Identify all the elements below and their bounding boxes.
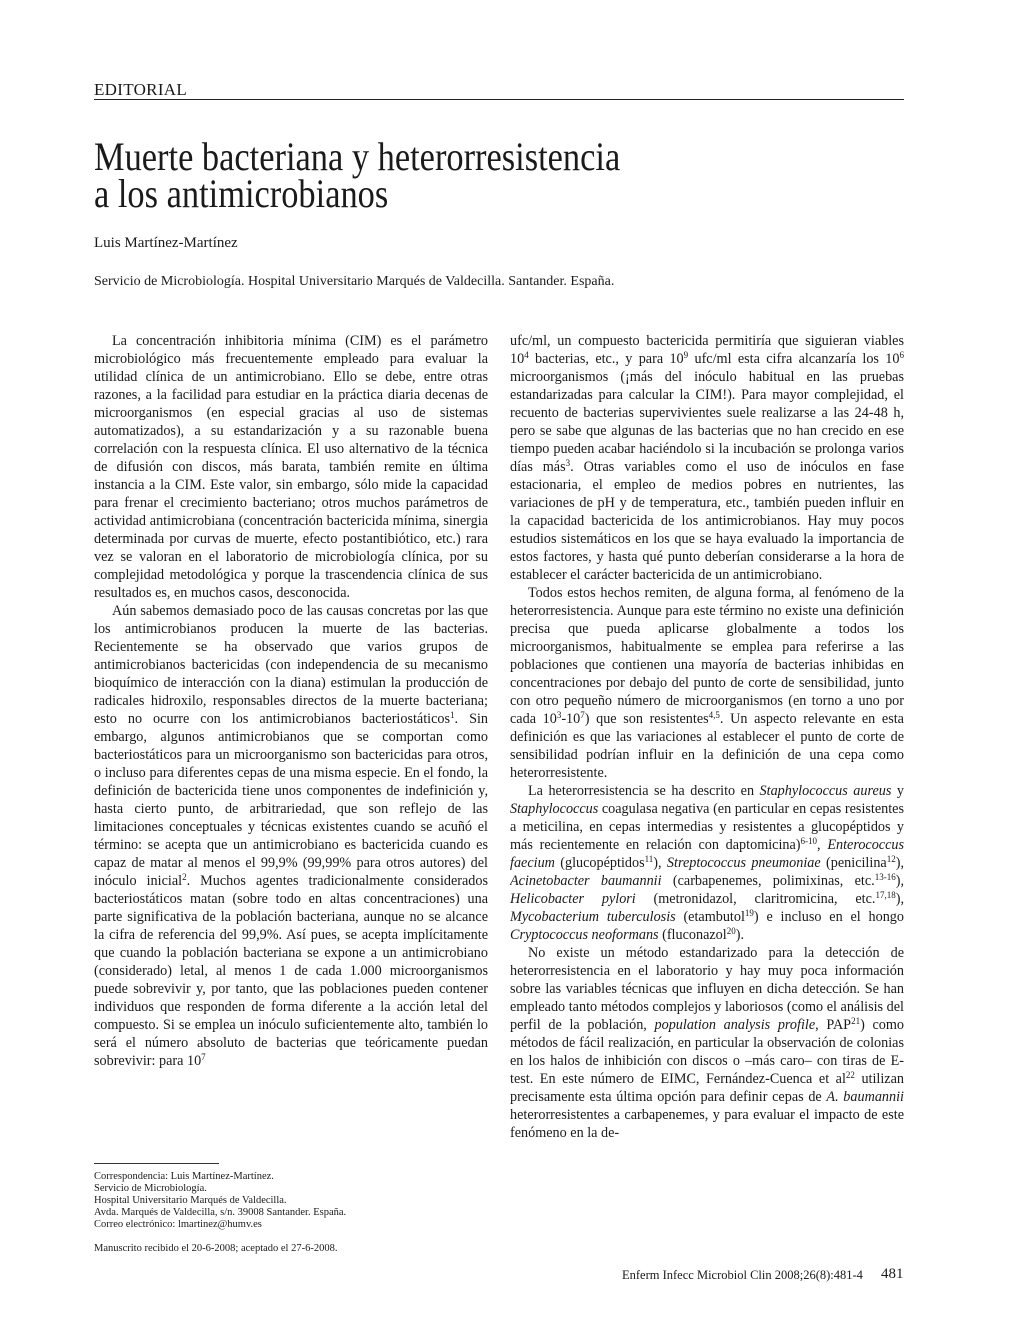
correspondence-footnote bbox=[94, 1171, 494, 1255]
reference-marker: 2 bbox=[182, 872, 187, 882]
article-title bbox=[94, 134, 696, 216]
species-name: Enterococcus faecium bbox=[510, 837, 904, 871]
journal-citation: Enferm Infecc Microbiol Clin 2008;26(8):481-4 bbox=[622, 1268, 863, 1282]
footnote-line: Correspondencia: Luis Martínez-Martínez. bbox=[94, 1171, 274, 1182]
reference-marker: 3 bbox=[565, 458, 571, 468]
paragraph-deteccion bbox=[510, 944, 904, 1142]
text-segment: Todos estos hechos remiten, de alguna forma, al fenómeno de la heterorresistencia. Aunque para este término no existe una definición precisa que pueda aplicarse globalmente a todos los microorganismos, habitualmente se emplea para referirse a las poblaciones que contienen una mayoría de bacterias inhibidas en concentraciones por debajo del punto de corte de sensibilidad, junto con otro pequeño número de microorganismos (en torno a uno por cada 10 bbox=[510, 585, 904, 727]
author-name: Luis Martínez-Martínez bbox=[94, 235, 238, 251]
text-segment: No existe un método estandarizado para la detección de heterorresistencia en el laboratorio y hay muy poca información sobre las variables técnicas que influyen en dicha detección. Se han empleado tanto métodos complejos y laboriosos (como el análisis del perfil de la población, bbox=[510, 945, 904, 1033]
paragraph-especies bbox=[510, 782, 904, 944]
paragraph-heterorresistencia bbox=[510, 584, 904, 782]
species-name: A. baumannii bbox=[826, 1089, 904, 1105]
species-name: Streptococcus pneumoniae bbox=[666, 855, 821, 871]
reference-marker: 4 bbox=[524, 350, 529, 360]
species-name: Cryptococcus neoformans bbox=[510, 927, 659, 943]
reference-marker: 12 bbox=[886, 854, 896, 864]
text-segment: ) e incluso en el hongo bbox=[753, 909, 904, 925]
reference-marker: 1 bbox=[450, 710, 455, 720]
received-dates: Manuscrito recibido el 20-6-2008; aceptado el 27-6-2008. bbox=[94, 1243, 338, 1254]
reference-marker: 9 bbox=[683, 350, 689, 360]
text-segment: -10 bbox=[561, 711, 581, 727]
text-segment: coagulasa negativa (en particular en cepas resistentes a meticilina, en cepas intermedias y resistentes a glucopéptidos y más recientemente en relación con daptomicina) bbox=[510, 801, 904, 853]
reference-marker: 21 bbox=[851, 1016, 861, 1026]
body-column-left bbox=[94, 332, 488, 1124]
reference-marker: 7 bbox=[201, 1052, 206, 1062]
paragraph-cim: La concentración inhibitoria mínima (CIM) es el parámetro microbiológico más frecuentemente empleado para evaluar la utilidad clínica de un antimicrobiano. Ello se debe, entre otras razones, a la facilidad para estudiar en la práctica diaria decenas de microorganismos (en especial gracias al uso de sistemas automatizados), a su estandarización y a su razonable buena correlación con la respuesta clínica. El uso alternativo de la técnica de difusión con discos, más barata, también remite en última instancia a la CIM. Este valor, sin embargo, sólo mide la capacidad para frenar el crecimiento bacteriano; otros muchos parámetros de actividad antimicrobiana (concentración bactericida mínima, sinergia determinada por curvas de muerte, efecto postantibiótico, etc.) rara vez se valoran en el laboratorio de microbiología clínica, por su complejidad metodológica y porque la trascendencia clínica de sus resultados es, en muchos casos, desconocida. bbox=[94, 333, 488, 601]
text-segment: ), bbox=[895, 891, 904, 907]
reference-marker: 6-10 bbox=[800, 836, 818, 846]
section-label: EDITORIAL bbox=[94, 80, 188, 99]
text-segment: ) que son resistentes bbox=[584, 711, 709, 727]
reference-marker: 22 bbox=[845, 1070, 855, 1080]
text-segment: heterorresistentes a carbapenemes, y para evaluar el impacto de este fenómeno en la de- bbox=[510, 1107, 904, 1141]
footnote-rule bbox=[94, 1163, 219, 1164]
text-segment: ), bbox=[895, 873, 904, 889]
text-segment: . Otras variables como el uso de inóculos en fase estacionaria, el empleo de medios pobres en nutrientes, las variaciones de pH y de temperatura, etc., también pueden influir en la capacidad bactericida de los antimicrobianos. Hay muy pocos estudios sistemáticos en los que se haya evaluado la importancia de estos factores, y hasta qué punto deberían considerarse a la hora de establecer el carácter bactericida de un antimicrobiano. bbox=[510, 459, 904, 583]
text-segment: . Un aspecto relevante en esta definición es que las variaciones al establecer el punto de corte de sensibilidad podrían influir en la definición de una cepa como heterorresistente. bbox=[510, 711, 904, 781]
footnote-line: Avda. Marqués de Valdecilla, s/n. 39008 Santander. España. bbox=[94, 1207, 347, 1218]
text-segment: (etambutol bbox=[675, 909, 745, 925]
body-column-right bbox=[510, 332, 904, 1252]
paragraph-causas-continued bbox=[510, 332, 904, 584]
reference-marker: 7 bbox=[580, 710, 585, 720]
paragraph-causas: Aún sabemos demasiado poco de las causas concretas por las que los antimicrobianos producen la muerte de las bacterias. Recientemente se ha observado que varios grupos de antimicrobianos bactericidas (con independencia de su mecanismo bioquímico de interacción con la diana) estimulan la producción de radicales hidroxilo, responsables directos de la muerte bacteriana; esto no ocurre con los antimicrobianos bacteriostáticos$^1$. Sin embargo, algunos antimicrobianos que se comportan como bacteriostáticos para un microorganismo son bactericidas para otros, o incluso para diferentes cepas de una misma especie. En el fondo, la definición de bactericida tiene unos componentes de indefinición y, hasta cierto punto, de arbitrariedad, que son reflejo de las limitaciones conceptuales y técnicas existentes cuando se acuñó el término: se acepta que un antimicrobiano es bactericida cuando es capaz de matar al menos el 99,9% (99,99% para otros autores) del inóculo inicial$^2$. Muchos agentes tradicionalmente considerados bacteriostáticos matan (sobre todo en altas concentraciones) una parte significativa de la población bacteriana, aunque no se alcance la cifra de referencia del 99,9%. Así pues, se acepta implícitamente que cuando la población bacteriana se expone a un antimicrobiano (considerado) letal, al menos 1 de cada 1.000 microorganismos puede sobrevivir y, por tanto, que las poblaciones pueden contener individuos que responden de forma diferente a la acción letal del compuesto. Si se emplea un inóculo suficientemente alto, también lo será el número absoluto de bacterias que teóricamente puedan sobrevivir: para $10^7$ bbox=[94, 603, 488, 1069]
reference-marker: 20 bbox=[726, 926, 736, 936]
reference-marker: 19 bbox=[744, 908, 754, 918]
page-number: 481 bbox=[881, 1266, 904, 1282]
text-segment: ), bbox=[653, 855, 667, 871]
footnote-email: Correo electrónico: lmartinez@humv.es bbox=[94, 1219, 262, 1230]
text-segment: ufc/ml, un compuesto bactericida permitiría que siguieran viables 10 bbox=[510, 333, 904, 367]
reference-marker: 11 bbox=[644, 854, 654, 864]
text-segment: ) como métodos de fácil realización, en particular la observación de colonias en los halos de inhibición con discos o –más caro– con tiras de E-test. En este número de EIMC, Fernández-Cuenca et al bbox=[510, 1017, 904, 1087]
reference-marker: 3 bbox=[556, 710, 562, 720]
text-segment: , bbox=[817, 837, 828, 853]
species-name: Mycobacterium tuberculosis bbox=[510, 909, 676, 925]
text-segment: microorganismos (¡más del inóculo habitual en las pruebas estandarizadas para calcular la CIM!). Para mayor complejidad, el recuento de bacterias supervivientes suele realizarse a las 24-48 h, pero se sabe que algunas de las bacterias que no han crecido en ese tiempo pueden acabar haciéndolo si la incubación se prolonga varios días más bbox=[510, 369, 904, 475]
title-line-1: Muerte bacteriana y heterorresistencia bbox=[94, 134, 621, 179]
text-segment: bacterias, etc., y para 10 bbox=[528, 351, 684, 367]
species-name: Staphylococcus bbox=[510, 801, 599, 817]
reference-marker: 17,18 bbox=[875, 890, 896, 900]
section-rule bbox=[94, 99, 904, 100]
species-name: Staphylococcus aureus bbox=[759, 783, 892, 799]
text-segment: (metronidazol, claritromicina, etc. bbox=[635, 891, 876, 907]
reference-marker: 13-16 bbox=[874, 872, 896, 882]
text-segment: (carbapenemes, polimixinas, etc. bbox=[661, 873, 875, 889]
species-name: Helicobacter pylori bbox=[510, 891, 636, 907]
text-segment: y bbox=[891, 783, 904, 799]
species-name: population analysis profile bbox=[654, 1017, 816, 1033]
reference-marker: 4,5 bbox=[708, 710, 720, 720]
reference-marker: 6 bbox=[899, 350, 904, 360]
text-segment: (penicilina bbox=[820, 855, 887, 871]
text-segment: La heterorresistencia se ha descrito en bbox=[528, 783, 760, 799]
author-affiliation: Servicio de Microbiología. Hospital Universitario Marqués de Valdecilla. Santander. España. bbox=[94, 274, 615, 289]
text-segment: ), bbox=[895, 855, 904, 871]
text-segment: (fluconazol bbox=[658, 927, 727, 943]
text-segment: , PAP bbox=[815, 1017, 852, 1033]
title-line-2: a los antimicrobianos bbox=[94, 171, 389, 216]
text-segment: ufc/ml esta cifra alcanzaría los 10 bbox=[688, 351, 900, 367]
text-segment: utilizan precisamente esta última opción para definir cepas de bbox=[510, 1071, 904, 1105]
species-name: Acinetobacter baumannii bbox=[510, 873, 662, 889]
text-segment: (glucopéptidos bbox=[554, 855, 645, 871]
text-segment: ). bbox=[735, 927, 744, 943]
footnote-line: Hospital Universitario Marqués de Valdecilla. bbox=[94, 1195, 287, 1206]
footnote-line: Servicio de Microbiología. bbox=[94, 1183, 207, 1194]
